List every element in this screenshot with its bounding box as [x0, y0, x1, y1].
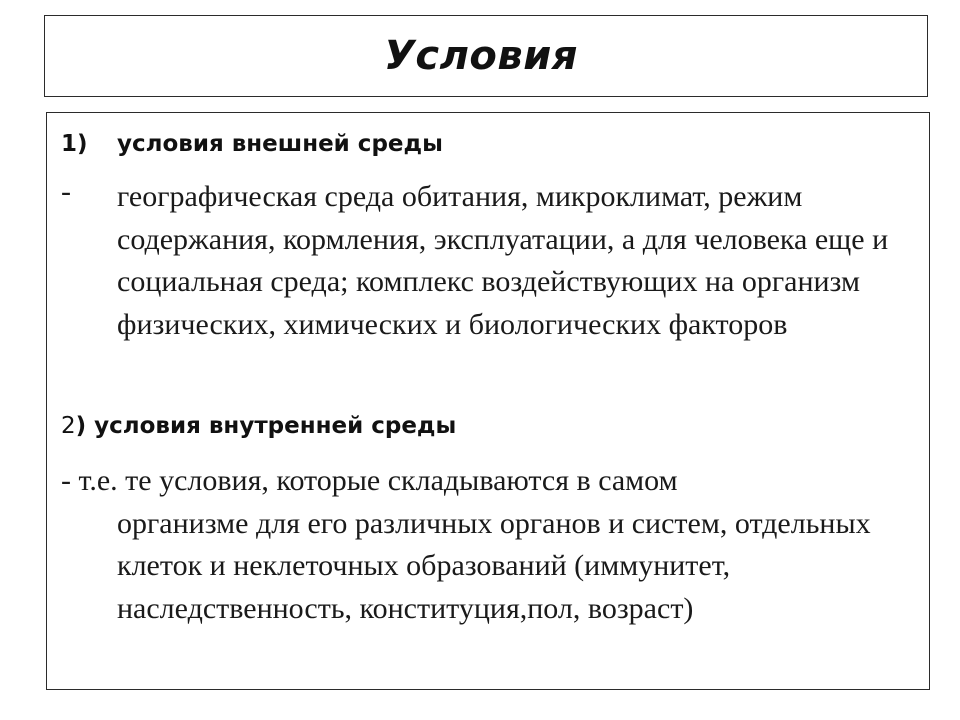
section1-bullet: - [61, 175, 71, 208]
section1-heading-label: условия внешней среды [117, 131, 443, 157]
section2-text-rest: организме для его различных органов и систем, отдельных клеток и неклеточных образований (иммунитет, наследственность, конституция,пол, возраст) [117, 506, 871, 625]
section2-text [61, 460, 911, 630]
section2-number: 2 [61, 413, 76, 439]
section1-number: 1) [61, 131, 88, 157]
slide-title: Условия [384, 33, 578, 79]
section2-text-first-line: - т.е. те условия, которые складываются в самом [61, 464, 678, 497]
section2-heading [61, 413, 456, 439]
section2-heading-label: ) условия внутренней среды [75, 413, 457, 439]
content-box [46, 112, 930, 690]
section1-text: географическая среда обитания, микроклимат, режим содержания, кормления, эксплуатации, а для человека еще и социальная среда; комплекс воздействующих на организм физических, химических и биологических факторов [117, 180, 889, 341]
title-box [44, 15, 928, 97]
